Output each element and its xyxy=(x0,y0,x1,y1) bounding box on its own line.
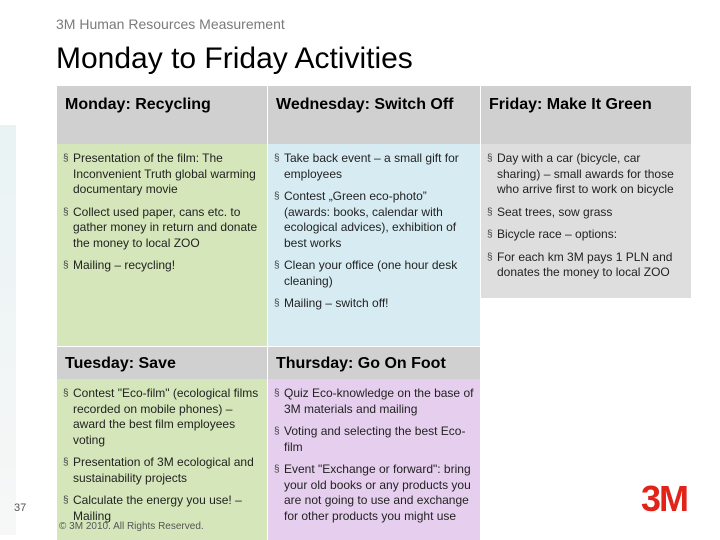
thursday-body xyxy=(268,379,480,540)
tuesday-body xyxy=(57,379,267,540)
tuesday-item-1: § Contest "Eco-film" (ecological films recorded on mobile phones) – award the best film employees voting xyxy=(63,386,261,448)
monday-body xyxy=(57,144,267,346)
thursday-heading-text: Thursday: Go On Foot xyxy=(276,355,446,372)
friday-heading xyxy=(481,86,691,144)
monday-heading xyxy=(57,86,267,144)
wednesday-item-1: § Take back event – a small gift for employees xyxy=(274,151,474,182)
left-accent-strip xyxy=(0,125,16,535)
friday-body xyxy=(481,144,691,298)
monday-item-1: § Presentation of the film: The Inconvenient Truth global warming documentary movie xyxy=(63,151,261,198)
copyright-notice: © 3M 2010. All Rights Reserved. xyxy=(59,521,204,532)
thursday-heading xyxy=(268,347,480,379)
3m-logo: 3M xyxy=(641,478,688,519)
wednesday-item-2: § Contest „Green eco-photo” (awards: books, calendar with ecological advices), exhibition of best works xyxy=(274,189,474,251)
slide-number: 37 xyxy=(14,502,27,514)
wednesday-heading-text: Wednesday: Switch Off xyxy=(276,96,454,113)
thursday-item-2: § Voting and selecting the best Eco-film xyxy=(274,424,474,455)
friday-item-3: § Bicycle race – options: xyxy=(487,227,685,243)
wednesday-body xyxy=(268,144,480,346)
friday-item-4: § For each km 3M pays 1 PLN and donates the money to local ZOO xyxy=(487,250,685,281)
header-label: 3M Human Resources Measurement xyxy=(56,16,285,32)
wednesday-item-4: § Mailing – switch off! xyxy=(274,296,474,312)
tuesday-item-2: § Presentation of 3M ecological and sustainability projects xyxy=(63,455,261,486)
tuesday-item-3: § Calculate the energy you use! – Mailing xyxy=(63,493,261,524)
thursday-item-1: § Quiz Eco-knowledge on the base of 3M materials and mailing xyxy=(274,386,474,417)
monday-item-2: § Collect used paper, cans etc. to gather money in return and donate the money to local ZOO xyxy=(63,205,261,252)
tuesday-heading-text: Tuesday: Save xyxy=(65,355,176,372)
friday-item-2: § Seat trees, sow grass xyxy=(487,205,685,221)
monday-heading-text: Monday: Recycling xyxy=(65,96,211,113)
wednesday-heading xyxy=(268,86,480,144)
friday-heading-text: Friday: Make It Green xyxy=(489,96,652,113)
tuesday-heading xyxy=(57,347,267,379)
wednesday-item-3: § Clean your office (one hour desk cleaning) xyxy=(274,258,474,289)
thursday-item-3: § Event "Exchange or forward": bring your old books or any products you are not going to use and exchange for other products you might use xyxy=(274,462,474,524)
friday-item-1: § Day with a car (bicycle, car sharing) – small awards for those who arrive first to work on bicycle xyxy=(487,151,685,198)
page-title: Monday to Friday Activities xyxy=(56,42,413,75)
monday-item-3: § Mailing – recycling! xyxy=(63,258,261,274)
